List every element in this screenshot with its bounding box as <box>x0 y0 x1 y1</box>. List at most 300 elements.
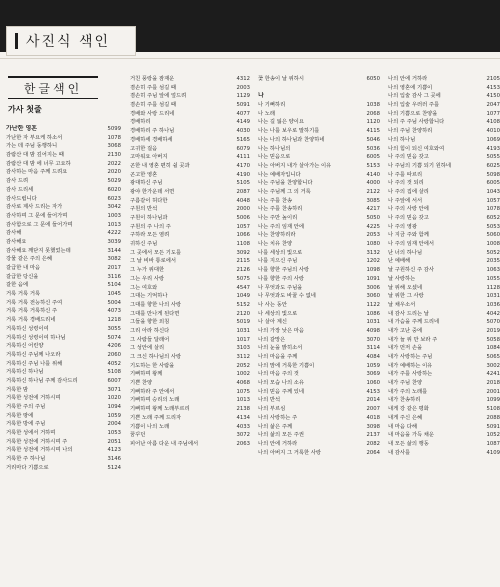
index-entry <box>6 168 121 177</box>
entry-number: 3070 <box>366 336 380 343</box>
entry-title: 나 주의 임재 안에서 <box>388 241 434 248</box>
entry-number: 3092 <box>236 249 250 256</box>
entry-title: 감사로 제사 드리는 자가 <box>6 204 63 211</box>
index-entry <box>6 195 121 204</box>
index-entry <box>388 205 500 214</box>
index-entry <box>6 412 121 421</box>
entry-title: 귀하신 주님 <box>130 241 158 248</box>
index-entry <box>130 84 250 93</box>
entry-title: 광대하신 주님 <box>130 180 163 187</box>
index-entry <box>258 214 380 223</box>
index-entry <box>258 197 380 206</box>
entry-title: 감사드립니다 <box>6 195 37 202</box>
entry-number: 4140 <box>366 171 380 178</box>
entry-number: 6005 <box>486 180 500 187</box>
index-entry <box>6 186 121 195</box>
index-entry <box>388 92 500 101</box>
entry-title: 고귀한 걸음 <box>130 145 158 152</box>
entry-number: 4206 <box>107 343 121 350</box>
index-entry <box>388 110 500 119</box>
entry-title: 그대를 향한 나의 사랑 <box>130 301 182 308</box>
entry-number: 1128 <box>486 284 500 291</box>
index-entry <box>130 423 250 432</box>
section-title: 한글색인 <box>8 76 98 99</box>
entry-title: 날 위한 그 사랑 <box>388 293 424 300</box>
index-entry <box>6 290 121 299</box>
entry-number: 4042 <box>486 310 500 317</box>
entry-number: 2064 <box>366 449 380 456</box>
index-entry <box>130 353 250 362</box>
entry-number: 3114 <box>366 345 380 352</box>
index-column-4 <box>388 75 500 457</box>
index-entry <box>258 145 380 154</box>
index-entry <box>388 396 500 405</box>
entry-title: 거룩한 성전에 거하시며 나의 <box>6 447 73 454</box>
entry-number: 1036 <box>486 301 500 308</box>
entry-number: 5052 <box>486 249 500 256</box>
index-entry <box>258 136 380 145</box>
index-entry <box>130 336 250 345</box>
index-entry <box>258 223 380 232</box>
index-entry <box>6 203 121 212</box>
entry-number: 4123 <box>107 447 121 454</box>
entry-title: 나 사는 동안 <box>258 301 287 308</box>
entry-title: 나의 주 주님 사랑합니다 <box>388 119 445 126</box>
entry-title: 감사함으로 그 문에 들어가며 <box>6 221 73 228</box>
entry-title: 감사 드리세 <box>6 186 34 193</box>
entry-title: 나는 치유 찬양 <box>258 241 293 248</box>
entry-title: 겸손히 주를 섬길 때 <box>130 84 176 91</box>
entry-number: 2115 <box>236 258 250 265</box>
index-entry <box>388 379 500 388</box>
entry-title: 감람산 대 밤 에 너무 고요하 <box>6 160 71 167</box>
entry-number: 3132 <box>366 249 380 256</box>
index-entry <box>6 377 121 386</box>
entry-number: 4000 <box>366 180 380 187</box>
entry-title: 감사하며 그 문에 들어가며 <box>6 212 68 219</box>
entry-title: 내가 늘 위 만 보라 주 <box>388 336 438 343</box>
index-entry <box>258 284 380 293</box>
index-entry <box>130 223 250 232</box>
entry-number: 4170 <box>236 162 250 169</box>
entry-title: 나의 안에 거하라 <box>388 76 428 82</box>
entry-number: 6050 <box>366 76 380 82</box>
index-entry <box>388 405 500 414</box>
entry-number: 4010 <box>486 128 500 135</box>
entry-number: 2126 <box>236 267 250 274</box>
entry-title: 거룩 거룩 경배드리네 <box>6 317 56 324</box>
entry-title: 나는 주님께 그 의 거룩 <box>258 188 311 195</box>
entry-title: 나 주의 믿음 갖고 <box>388 215 429 221</box>
entry-number: 2060 <box>107 351 121 358</box>
entry-number: 2120 <box>236 310 250 317</box>
entry-number: 2053 <box>366 232 380 239</box>
entry-title: 그리 아라 하신다 <box>130 327 170 334</box>
entry-number: 3144 <box>107 247 121 254</box>
entry-title: 기뻐하라 주 안에서 <box>130 388 175 395</box>
index-entry <box>6 177 121 186</box>
entry-number <box>378 84 380 93</box>
entry-title: 구원이 하나님과 <box>130 215 168 221</box>
entry-title: 곤고한 영혼 <box>130 171 158 178</box>
index-entry <box>130 153 250 162</box>
entry-title: 나의 삶의 모든 주권 <box>258 432 304 439</box>
header-title-box <box>6 26 136 56</box>
index-entry <box>258 310 380 319</box>
entry-title: 꽃 한송이 날 위하시 <box>258 76 304 82</box>
entry-number: 2122 <box>366 188 380 195</box>
entry-number: 5060 <box>486 232 500 239</box>
index-entry <box>6 386 121 395</box>
index-entry <box>6 212 121 221</box>
entry-title: 거룩하신 성령이여 하나님 <box>6 334 66 341</box>
entry-title: 나는 주를 찬송 <box>258 197 293 204</box>
entry-title: 내가 주를 사랑하는 <box>388 371 433 378</box>
entry-title: 고마워요 아버지 <box>130 154 168 161</box>
entry-title: 기쁨이 나의 노래 <box>130 423 170 430</box>
entry-number: 3042 <box>107 204 121 211</box>
entry-number: 3069 <box>366 371 380 378</box>
index-entry <box>388 301 500 310</box>
index-entry <box>258 414 380 423</box>
index-entry <box>258 379 380 388</box>
index-entry <box>258 336 380 345</box>
entry-number: 2051 <box>107 438 121 445</box>
entry-number: 3002 <box>486 362 500 369</box>
index-entry <box>130 214 250 223</box>
index-entry <box>388 449 500 458</box>
entry-title: 날 구원하신 주 감사 <box>388 267 434 274</box>
entry-title: 그 크신 하나님의 사랑 <box>130 354 182 360</box>
divider <box>0 58 500 59</box>
entry-title: 나의 마음을 주께 <box>258 354 298 360</box>
index-entry <box>130 257 250 266</box>
entry-title: 나는 주의 임재 안에 <box>258 223 304 230</box>
entry-title: 겸손히 주를 섬길 때 <box>130 102 176 109</box>
index-entry <box>6 446 121 455</box>
entry-number: 2087 <box>236 188 250 195</box>
entry-number: 5152 <box>236 301 250 308</box>
entry-title: 내 감사 드리는 날 <box>388 310 429 317</box>
entry-title: 감람산 대 밤 깊어지는 때 <box>6 152 64 159</box>
index-entry <box>130 275 250 284</box>
entry-title: 가는 데 주님 동행하니 <box>6 143 58 150</box>
index-entry <box>6 368 121 377</box>
entry-number: 2138 <box>236 406 250 413</box>
entry-title: 나의 영혼에 기쁨이 <box>388 84 433 91</box>
entry-number: 4115 <box>366 128 380 135</box>
entry-title: 감사해 <box>6 230 22 237</box>
index-entry <box>6 360 121 369</box>
entry-title: 거룩 거룩 거룩하신 주 <box>6 308 58 315</box>
index-entry <box>130 197 250 206</box>
entry-number: 4073 <box>107 308 121 315</box>
entry-title: 갈급한 내 마음 <box>6 265 41 271</box>
entry-number: 3103 <box>236 345 250 352</box>
entry-title: 기쁜 노래 주께 드리자 <box>130 414 182 421</box>
entry-number: 1086 <box>366 310 380 317</box>
index-entry <box>130 388 250 397</box>
index-entry <box>130 231 250 240</box>
index-entry <box>130 327 250 336</box>
index-entry <box>258 257 380 266</box>
index-entry <box>258 301 380 310</box>
entry-title: 기뻐하며 왕께 노래부르리 <box>130 406 190 413</box>
index-entry <box>388 344 500 353</box>
entry-title: 나의 부르심 <box>258 406 286 413</box>
entry-title: 거룩한 성전에 거하시며 주 <box>6 438 68 445</box>
index-entry <box>258 449 380 458</box>
entry-title: 나 지금 주와 함께 <box>388 232 429 239</box>
entry-title: 그 날 비바 통로에서 <box>130 258 176 265</box>
entry-title: 날 위해 오셨네 <box>388 284 423 291</box>
entry-title: 내게 강 같은 평화 <box>388 406 429 413</box>
entry-number <box>378 92 380 101</box>
entry-number: 6007 <box>107 377 121 384</box>
entry-title: 그는 우리 사랑 <box>130 275 165 282</box>
index-entry <box>388 223 500 232</box>
index-entry <box>130 362 250 371</box>
index-entry <box>130 414 250 423</box>
index-entry <box>388 310 500 319</box>
entry-number: 1031 <box>486 293 500 300</box>
index-entry <box>6 464 121 473</box>
index-entry <box>388 431 500 440</box>
index-entry <box>258 292 380 301</box>
entry-title: 감사해요 깨닫지 못했었는데 <box>6 247 71 254</box>
entry-number: 5108 <box>486 406 500 413</box>
index-entry <box>6 334 121 343</box>
index-entry <box>130 405 250 414</box>
entry-number: 1008 <box>486 241 500 248</box>
entry-title: 나는 주님을 찬양합니다 <box>258 180 313 187</box>
index-entry <box>6 229 121 238</box>
entry-title: 내가 예배하는 이유 <box>388 362 433 369</box>
index-entry <box>258 318 380 327</box>
entry-number: 1052 <box>486 432 500 439</box>
index-entry <box>258 370 380 379</box>
index-entry <box>388 162 500 171</box>
entry-title: 그 사람들 달래어 <box>130 336 170 343</box>
index-column-2 <box>130 75 250 449</box>
index-entry <box>258 396 380 405</box>
entry-title: 거룩하신 주님 나를 위해 <box>6 360 63 367</box>
title-marker <box>15 33 18 49</box>
entry-title: 나 주의 영광 <box>388 223 417 230</box>
entry-title: 거룩하신 하나님 주께 감사드리 <box>6 377 78 384</box>
entry-title: 광야 한가운데 서면 <box>130 188 175 195</box>
entry-number: 2063 <box>236 440 250 447</box>
index-entry <box>258 440 380 449</box>
entry-number: 1120 <box>366 119 380 126</box>
entry-number: 1045 <box>107 291 121 298</box>
entry-number: 2022 <box>107 160 121 167</box>
entry-number: 1122 <box>366 301 380 308</box>
entry-number: 4193 <box>486 145 500 152</box>
entry-title: 그대는 기억하나 <box>130 293 168 300</box>
entry-title: 곤한 내 영혼 편히 쉴 곳과 <box>130 162 190 169</box>
entry-number: 5006 <box>236 215 250 221</box>
entry-title: 감사해요 <box>6 238 27 245</box>
index-entry <box>258 423 380 432</box>
index-entry <box>388 84 500 93</box>
index-entry <box>258 353 380 362</box>
index-entry <box>130 101 250 110</box>
entry-number: 1099 <box>486 397 500 404</box>
entry-title: 내 감사를 <box>388 449 411 456</box>
index-entry <box>258 231 380 240</box>
entry-number: 4134 <box>236 414 250 421</box>
index-entry <box>258 127 380 136</box>
entry-number: 1066 <box>236 232 250 239</box>
entry-number: 1080 <box>366 241 380 248</box>
entry-title: 거룩한 주 하나님 <box>6 456 46 463</box>
entry-title: 나 무엇과도 주님을 <box>258 284 303 291</box>
entry-number: 1098 <box>366 267 380 274</box>
entry-title: 나는 하나님의 <box>258 145 291 152</box>
entry-title: 기도하는 한 사람을 <box>130 362 175 369</box>
entry-title: 구름같이 허다한 <box>130 197 168 204</box>
index-entry <box>6 394 121 403</box>
entry-title: 나 주의 사랑 안에 <box>388 206 429 213</box>
entry-title: 나의 사랑하는 주 <box>258 414 298 421</box>
index-entry <box>388 101 500 110</box>
index-entry <box>258 388 380 397</box>
entry-title: 내 모든 삶의 행동 <box>388 440 429 447</box>
entry-title: 구원의 주 나의 주 <box>130 223 171 230</box>
entry-number: 4048 <box>236 197 250 204</box>
entry-title: 거룩한 성전에 거하시며 <box>6 395 61 402</box>
index-group-heading <box>6 125 121 134</box>
entry-number: 2088 <box>486 414 500 421</box>
index-entry <box>6 238 121 247</box>
entry-title: 경배와 사랑 드리네 <box>130 110 175 117</box>
entry-title: 갈급한 당신을 <box>6 273 39 280</box>
index-entry <box>258 431 380 440</box>
entry-title: 거룩한 땅에 <box>6 412 34 419</box>
index-entry <box>258 249 380 258</box>
entry-title: 나는 나를 보우로 말하기를 <box>258 128 320 135</box>
index-entry <box>388 197 500 206</box>
entry-title: 나의 안에 거하라 <box>258 440 298 447</box>
index-entry <box>258 110 380 119</box>
entry-number: 1075 <box>236 388 250 395</box>
entry-number: 3039 <box>107 238 121 245</box>
entry-number: 5036 <box>366 145 380 152</box>
index-entry <box>130 92 250 101</box>
index-entry <box>388 171 500 180</box>
entry-number: 4222 <box>107 230 121 237</box>
entry-title: 그들을 향한 외침 <box>130 319 170 326</box>
index-entry <box>130 318 250 327</box>
entry-number: 1055 <box>486 275 500 282</box>
index-entry <box>130 240 250 249</box>
entry-number: 2001 <box>486 388 500 395</box>
index-entry <box>388 284 500 293</box>
index-entry <box>388 423 500 432</box>
entry-number: 1057 <box>486 197 500 204</box>
index-entry <box>388 370 500 379</box>
index-entry <box>6 142 121 151</box>
entry-title: 나 주앞에 서서 <box>388 197 423 204</box>
entry-title: 나 주의 믿음 갖고 <box>388 154 429 161</box>
entry-title: 나의 하나님 <box>388 136 416 143</box>
entry-title: 나 주를 따르리 <box>388 171 423 178</box>
entry-number: 4077 <box>236 110 250 117</box>
entry-title: 거리마다 기쁨으로 <box>6 464 49 471</box>
index-entry <box>6 438 121 447</box>
entry-number: 2004 <box>107 421 121 428</box>
entry-title: 나는 나의 하나님과 찬양하네 <box>258 136 325 143</box>
entry-title: 그 성안에 살리 <box>130 345 165 352</box>
entry-number: 4190 <box>236 171 250 178</box>
entry-number: 4153 <box>366 388 380 395</box>
entry-title: 경배하세 경배하세 <box>130 136 173 143</box>
entry-number: 2000 <box>236 206 250 213</box>
entry-title: 난 너의 하나님 <box>388 249 423 256</box>
entry-number: 3116 <box>107 273 121 280</box>
entry-title: 거룩한 밤 <box>6 386 29 393</box>
entry-number: 4109 <box>486 449 500 456</box>
index-column-1 <box>6 125 121 473</box>
entry-number: 1038 <box>366 102 380 109</box>
entry-number: 1077 <box>486 110 500 117</box>
index-entry <box>130 136 250 145</box>
entry-title: 나 기뻐하리 <box>258 102 286 109</box>
entry-number: 1017 <box>236 336 250 343</box>
entry-number: 2105 <box>486 76 500 82</box>
entry-number: 2003 <box>236 84 250 91</box>
entry-title: 기쁜 찬양 <box>130 380 153 387</box>
entry-number: 4084 <box>366 354 380 360</box>
entry-number: 4149 <box>236 119 250 126</box>
entry-number: 1031 <box>366 319 380 326</box>
index-entry <box>6 455 121 464</box>
index-entry <box>130 118 250 127</box>
entry-title: 나를 향한 주님의 사랑 <box>258 267 310 274</box>
entry-number: 1059 <box>366 362 380 369</box>
entry-number: 4108 <box>486 119 500 126</box>
entry-number: 5065 <box>486 354 500 360</box>
index-entry <box>388 336 500 345</box>
entry-title: 거룩하신 하나님 <box>6 369 44 376</box>
index-entry <box>6 134 121 143</box>
index-entry <box>6 247 121 256</box>
entry-number: 5098 <box>486 171 500 178</box>
entry-number: 1094 <box>107 404 121 410</box>
index-column-3 <box>258 75 380 457</box>
index-entry <box>388 440 500 449</box>
entry-number: 1078 <box>486 206 500 213</box>
entry-title: 내가 고난 중에 <box>388 327 423 334</box>
index-entry <box>130 249 250 258</box>
index-entry <box>258 179 380 188</box>
entry-number: 5019 <box>236 319 250 326</box>
index-entry <box>130 292 250 301</box>
index-entry <box>388 266 500 275</box>
entry-title: 나는 길 잃은 양이요 <box>258 119 304 126</box>
entry-title: 나를 지으신 주님 <box>258 258 298 265</box>
index-entry <box>6 299 121 308</box>
entry-title: 나 무엇과도 바꿀 수 없네 <box>258 293 316 300</box>
index-entry <box>388 153 500 162</box>
entry-title: 나의 힘이 되신 여호와여 <box>388 145 445 152</box>
index-entry <box>258 275 380 284</box>
entry-number: 5153 <box>366 162 380 169</box>
entry-number: 4033 <box>236 423 250 430</box>
entry-title: 강물 같은 주의 은혜 <box>6 256 52 263</box>
section-subhead: 가사 첫줄 <box>8 105 42 114</box>
